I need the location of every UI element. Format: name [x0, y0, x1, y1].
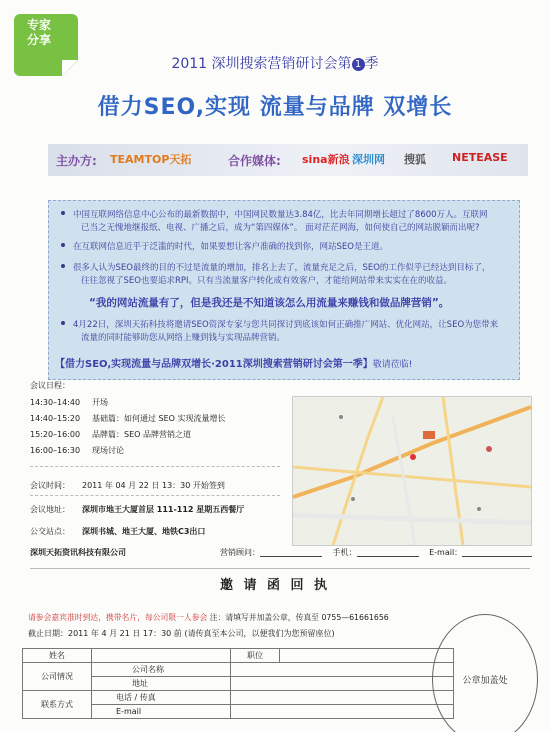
intro-bullet-3: 很多人认为SEO最终的目的不过是流量的增加，排名上去了，流量充足之后，SEO的工作似乎已经达到目标了，: [61, 262, 490, 275]
reply-title: 邀 请 函 回 执: [219, 578, 331, 593]
contact-method-label: 联系方式: [23, 691, 92, 719]
contact-fields: 营销顾问： 手机： E-mail：: [220, 547, 540, 558]
season-number: 1: [352, 58, 365, 71]
call-to-action: 【借力SEO,实现流量与品牌双增长·2011深圳搜索营销研讨会第一季】敬请莅临!: [55, 359, 413, 370]
meeting-address: 会议地址： 深圳市地王大厦首层 111-112 星期五西餐厅: [30, 505, 245, 514]
badge-line1: 专家: [26, 18, 51, 32]
map-graphic: [293, 397, 531, 545]
subtitle-suffix: 季: [364, 56, 379, 72]
reply-deadline: 截止日期：2011 年 4 月 21 日 17：30 前 (请传真至本公司，以便我们为您预留座位): [28, 629, 335, 638]
reply-notice: 请参会嘉宾准时到达，携带名片，每公司限一人参会 注：请填写并加盖公章，传真至 0755—61661656: [28, 613, 389, 622]
media-label: 合作媒体:: [228, 154, 281, 168]
schedule-title: 会议日程：: [30, 381, 70, 390]
sina-logo: sina新浪: [302, 153, 350, 166]
host-label: 主办方:: [56, 154, 97, 168]
event-subtitle: [0, 53, 550, 73]
intro-line-6: 流量的同时能够助您从网络上赚到钱与实现品牌营销。: [81, 333, 286, 343]
headline: 借力SEO,实现 流量与品牌 双增长: [97, 95, 453, 120]
schedule-item: 14:30–14:40 开场: [30, 398, 108, 407]
netease-logo: NETEASE: [452, 151, 508, 164]
company-name-label: 公司名称: [92, 663, 231, 677]
location-map: [292, 396, 532, 546]
address-label: 地址: [92, 677, 231, 691]
email-label: E-mail: [92, 705, 231, 719]
intro-bullet-4: 4月22日，深圳天拓科技将邀请SEO资深专家与您共同探讨到底该如何正确推广网站、优化网站，让SEO为您带来: [61, 319, 498, 332]
badge-text: [14, 18, 64, 48]
bus-stops: 公交站点： 深圳书城、地王大厦、地铁C3出口: [30, 527, 206, 536]
company-name: 深圳天拓资讯科技有限公司: [30, 548, 126, 557]
section-divider: [30, 568, 530, 569]
company-name-field[interactable]: [231, 663, 454, 677]
meeting-time: 会议时间： 2011 年 04 月 22 日 13：30 开始签到: [30, 481, 225, 490]
divider: [30, 495, 280, 496]
intro-line-4: 往往忽视了SEO也要追求RPI。只有当流量客户转化成有效客户，才能给网站带来实实在在的收益。: [81, 276, 452, 286]
name-field[interactable]: [92, 649, 231, 663]
intro-bullet-2: 在互联网信息近乎于泛滥的时代，如果要想让客户准确的找到你，网站SEO是王道。: [61, 241, 388, 254]
position-label: 职位: [231, 649, 280, 663]
company-info-label: 公司情况: [23, 663, 92, 691]
intro-bullet-1: 中国互联网络信息中心公布的最新数据中，中国网民数量达3.84亿，比去年同期增长超过了8600万人。互联网: [61, 209, 488, 222]
divider: [30, 466, 280, 467]
company-seal-area: [432, 614, 538, 732]
teamtop-logo: TEAMTOP天拓: [110, 153, 192, 166]
phone-fax-field[interactable]: [231, 691, 454, 705]
schedule-item: 14:40–15:20 基础篇：如何通过 SEO 实现流量增长: [30, 414, 226, 423]
schedule-item: 16:00–16:30 现场讨论: [30, 446, 124, 455]
subtitle-text: 2011 深圳搜索营销研讨会第: [171, 56, 352, 72]
address-field[interactable]: [231, 677, 454, 691]
shenzhen-net-logo: 深圳网: [352, 153, 385, 166]
seal-label: 公章加盖处: [462, 676, 508, 686]
intro-quote: “我的网站流量有了，但是我还是不知道该怎么用流量来赚钱和做品牌营销”。: [89, 297, 450, 309]
sponsor-bar: [48, 144, 528, 176]
name-label: 姓名: [23, 649, 92, 663]
intro-panel: [48, 200, 520, 380]
sohu-logo: 搜狐: [404, 153, 426, 166]
badge-line2: 分享: [26, 33, 51, 47]
schedule-item: 15:20–16:00 品牌篇：SEO 品牌营销之道: [30, 430, 191, 439]
email-field[interactable]: [231, 705, 454, 719]
intro-line-2: 已当之无愧地继报纸、电视、广播之后，成为“第四媒体”。 面对茫茫网海，如何使自己的网站脱颖而出呢?: [81, 223, 480, 233]
phone-fax-label: 电话 / 传真: [92, 691, 231, 705]
registration-form: [22, 648, 454, 719]
position-field[interactable]: [280, 649, 454, 663]
